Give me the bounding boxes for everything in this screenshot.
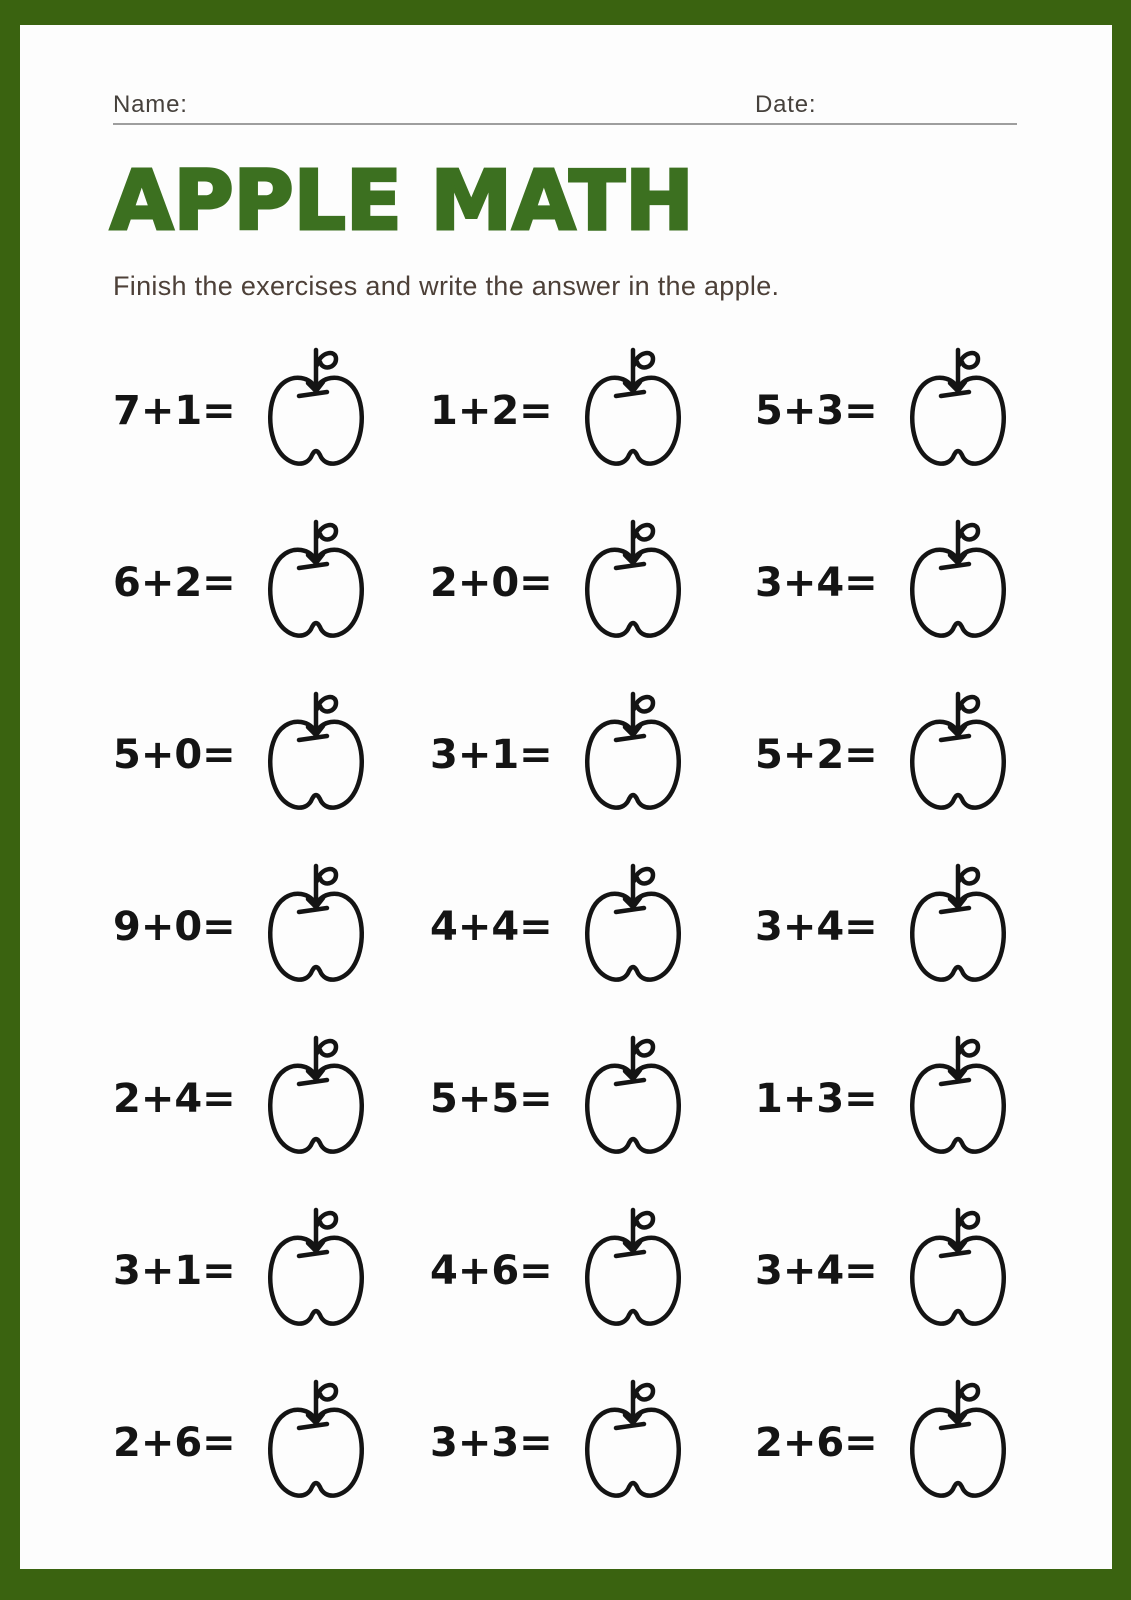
problem-expression: 3+4= bbox=[755, 904, 878, 950]
problem-expression: 2+4= bbox=[113, 1076, 236, 1122]
worksheet-instructions: Finish the exercises and write the answer in the apple. bbox=[113, 271, 780, 301]
problem-expression: 3+4= bbox=[755, 1248, 878, 1294]
apple-outline-icon bbox=[901, 1377, 1013, 1509]
problem-cell bbox=[113, 841, 430, 1013]
date-label: Date: bbox=[755, 91, 817, 118]
problem-expression: 2+0= bbox=[430, 560, 553, 606]
problems-grid bbox=[113, 325, 1098, 1529]
apple-outline-icon bbox=[576, 517, 688, 649]
problem-expression: 3+1= bbox=[430, 732, 553, 778]
problem-cell bbox=[113, 1013, 430, 1185]
problem-expression: 4+4= bbox=[430, 904, 553, 950]
problem-cell bbox=[113, 325, 430, 497]
apple-outline-icon bbox=[259, 345, 371, 477]
problem-expression: 3+4= bbox=[755, 560, 878, 606]
problem-cell bbox=[755, 1357, 1098, 1529]
problem-expression: 9+0= bbox=[113, 904, 236, 950]
problem-expression: 7+1= bbox=[113, 388, 236, 434]
problem-cell bbox=[430, 497, 755, 669]
problem-expression: 2+6= bbox=[755, 1420, 878, 1466]
apple-outline-icon bbox=[576, 1205, 688, 1337]
problem-expression: 3+1= bbox=[113, 1248, 236, 1294]
paper-sheet bbox=[20, 25, 1112, 1569]
apple-outline-icon bbox=[576, 861, 688, 993]
problem-expression: 5+0= bbox=[113, 732, 236, 778]
problem-cell bbox=[430, 1013, 755, 1185]
name-label: Name: bbox=[113, 91, 188, 118]
apple-outline-icon bbox=[901, 517, 1013, 649]
worksheet-title: APPLE MATH bbox=[110, 154, 694, 249]
problem-cell bbox=[430, 841, 755, 1013]
problem-cell bbox=[113, 669, 430, 841]
problem-cell bbox=[430, 669, 755, 841]
problem-expression: 3+3= bbox=[430, 1420, 553, 1466]
apple-outline-icon bbox=[576, 1377, 688, 1509]
problem-expression: 2+6= bbox=[113, 1420, 236, 1466]
apple-outline-icon bbox=[576, 689, 688, 821]
apple-outline-icon bbox=[901, 345, 1013, 477]
problem-cell bbox=[755, 1185, 1098, 1357]
apple-outline-icon bbox=[259, 1205, 371, 1337]
problem-expression: 5+5= bbox=[430, 1076, 553, 1122]
apple-outline-icon bbox=[259, 1377, 371, 1509]
problem-expression: 4+6= bbox=[430, 1248, 553, 1294]
problem-cell bbox=[430, 325, 755, 497]
apple-outline-icon bbox=[576, 1033, 688, 1165]
problem-cell bbox=[113, 1185, 430, 1357]
problem-expression: 5+2= bbox=[755, 732, 878, 778]
problem-cell bbox=[113, 1357, 430, 1529]
problem-cell bbox=[755, 325, 1098, 497]
apple-outline-icon bbox=[259, 517, 371, 649]
apple-outline-icon bbox=[901, 689, 1013, 821]
problem-cell bbox=[755, 497, 1098, 669]
problem-cell bbox=[755, 841, 1098, 1013]
name-date-writing-line bbox=[113, 123, 1017, 125]
problem-expression: 5+3= bbox=[755, 388, 878, 434]
apple-outline-icon bbox=[901, 1205, 1013, 1337]
apple-outline-icon bbox=[259, 861, 371, 993]
apple-outline-icon bbox=[259, 1033, 371, 1165]
problem-cell bbox=[755, 669, 1098, 841]
problem-cell bbox=[113, 497, 430, 669]
apple-outline-icon bbox=[259, 689, 371, 821]
problem-cell bbox=[755, 1013, 1098, 1185]
apple-outline-icon bbox=[901, 861, 1013, 993]
problem-cell bbox=[430, 1357, 755, 1529]
problem-cell bbox=[430, 1185, 755, 1357]
problem-expression: 1+3= bbox=[755, 1076, 878, 1122]
problem-expression: 6+2= bbox=[113, 560, 236, 606]
problem-expression: 1+2= bbox=[430, 388, 553, 434]
apple-outline-icon bbox=[576, 345, 688, 477]
apple-outline-icon bbox=[901, 1033, 1013, 1165]
